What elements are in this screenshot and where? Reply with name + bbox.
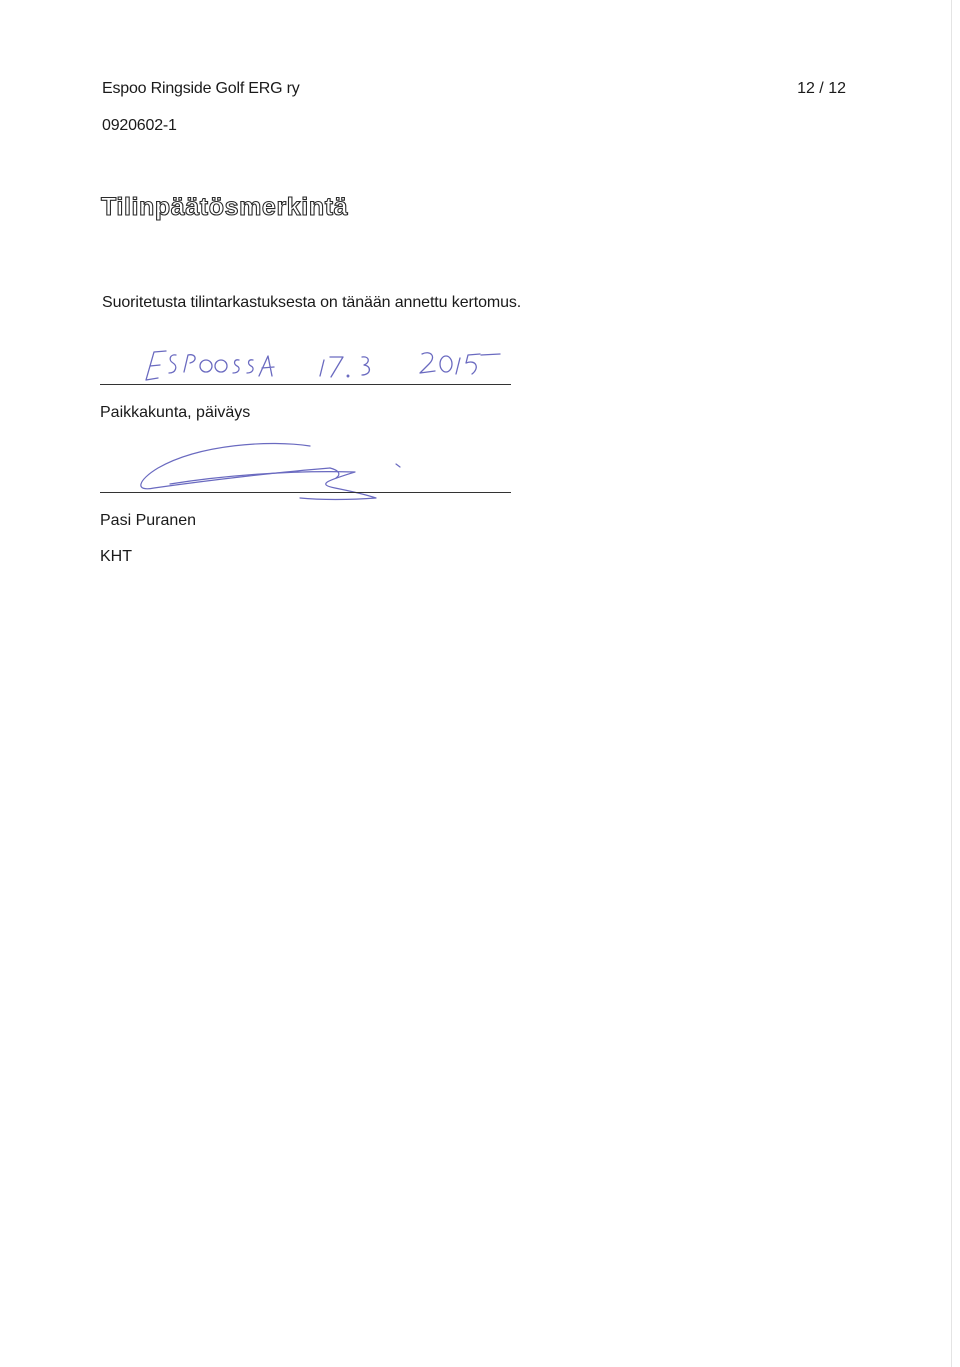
signer-name: Pasi Puranen — [100, 512, 197, 529]
audit-statement: Suoritetusta tilintarkastuksesta on tänään annettu kertomus. — [102, 294, 522, 311]
organization-name: Espoo Ringside Golf ERG ry — [102, 80, 300, 97]
handwritten-place-date — [140, 346, 520, 386]
signer-title: KHT — [100, 548, 132, 565]
document-title: Tilinpäätösmerkintä — [101, 193, 349, 221]
signature-line — [100, 492, 511, 493]
scan-edge — [951, 0, 952, 1367]
page-number: 12 / 12 — [797, 80, 846, 97]
business-id: 0920602-1 — [102, 117, 177, 134]
place-date-line — [100, 384, 511, 385]
place-date-label: Paikkakunta, päiväys — [100, 404, 251, 421]
